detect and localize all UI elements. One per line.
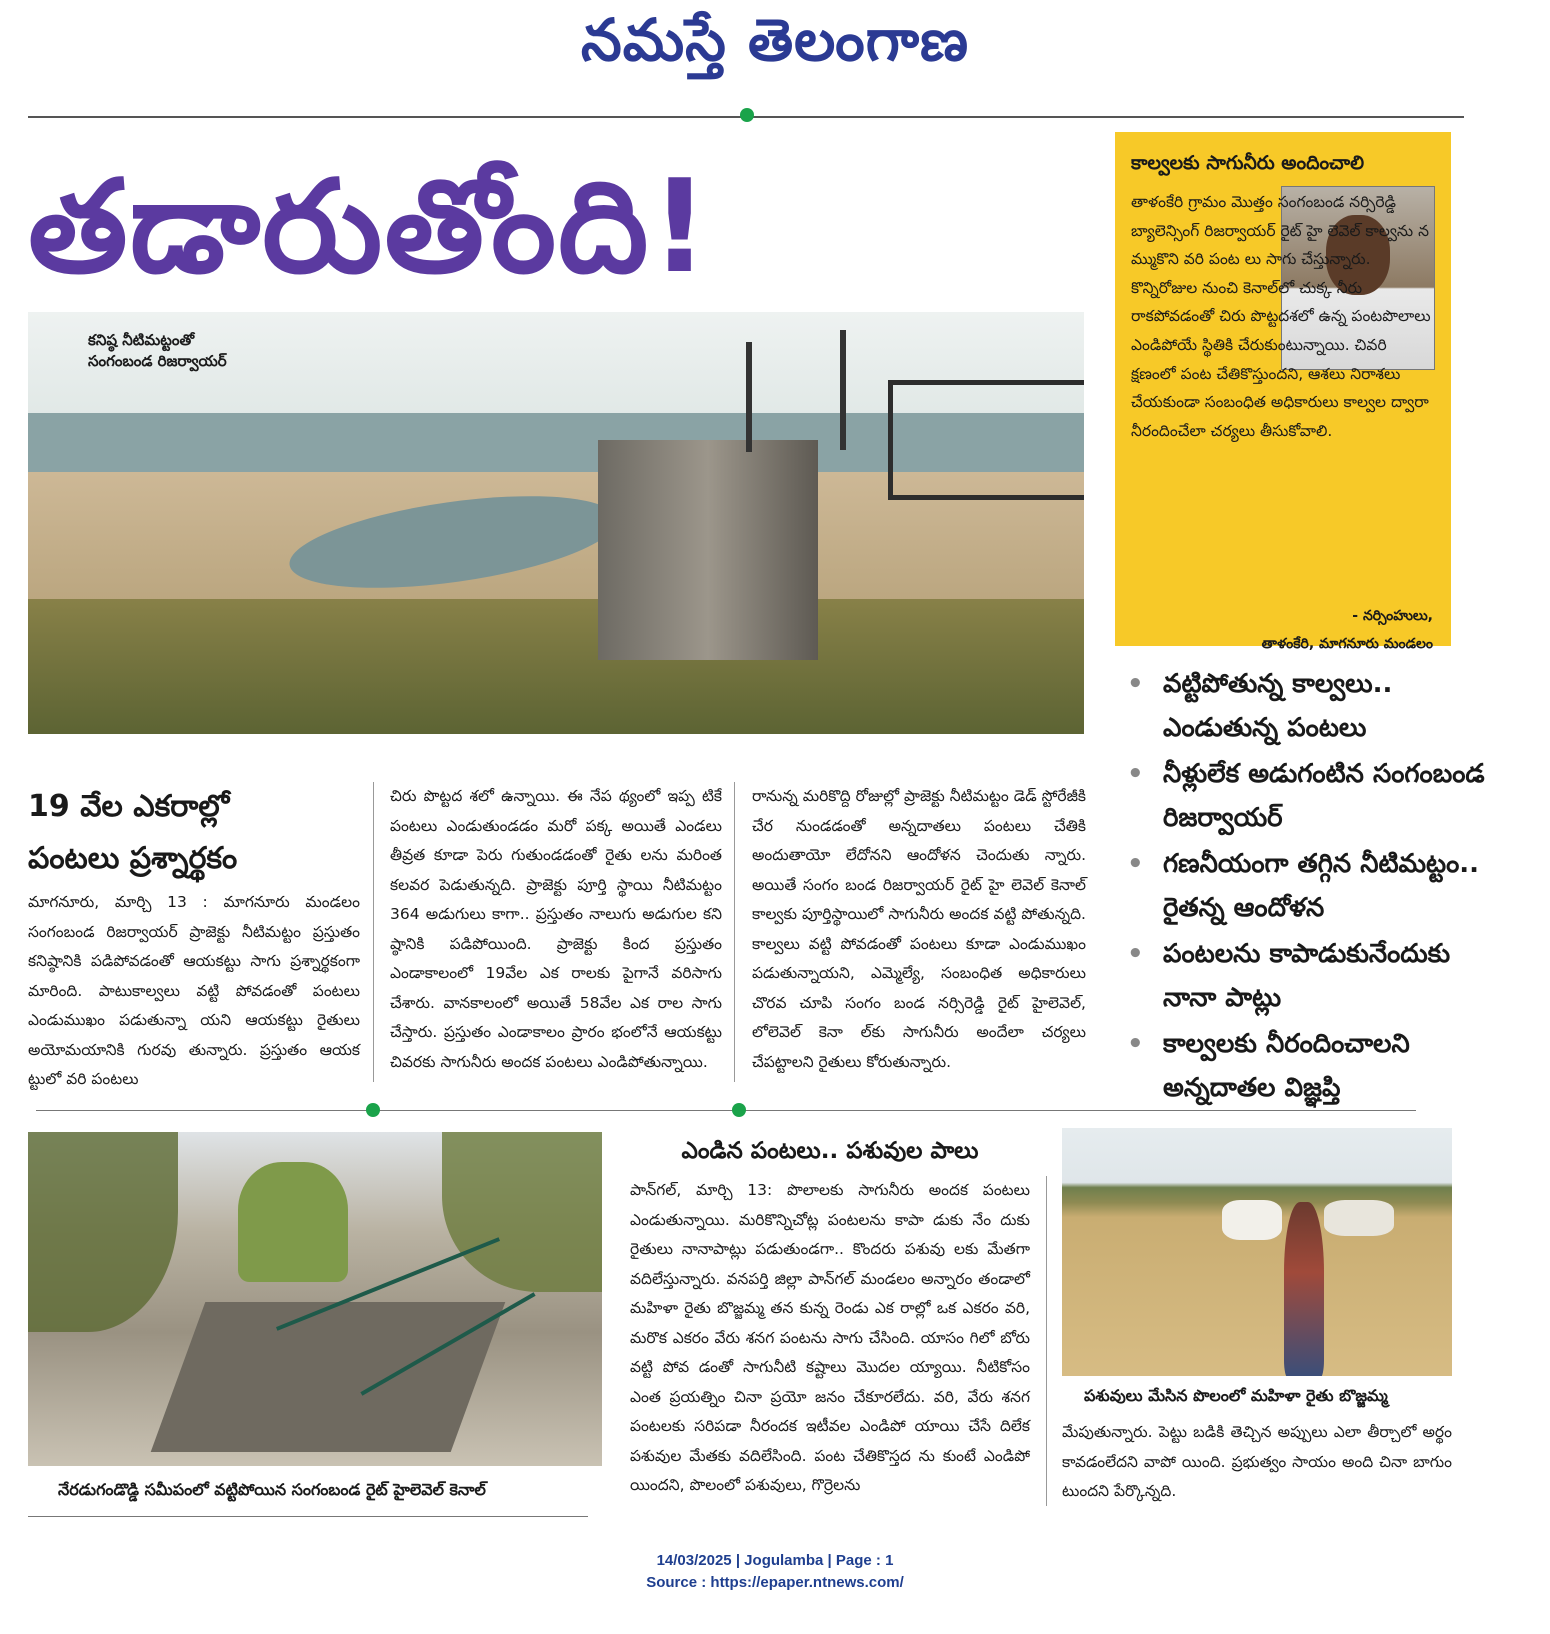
section-ornament-icon (740, 108, 754, 122)
caption-rule (28, 1516, 588, 1517)
column-rule (373, 782, 374, 1082)
farmer-photo-caption: పశువులు మేసిన పొలంలో మహిళా రైతు బొజ్జమ్మ (1084, 1386, 1388, 1405)
second-story-col1: పాన్‌గల్, మార్చి 13: పొలాలకు సాగునీరు అందక పంటలు ఎండుతున్నాయి. మరికొన్నిచోట్ల పంటలను కాపా డుకు నేం దుకు రైతులు నానాపాట్లు పడుతుండగా.. కొందరు పశువు లకు మేతగా వదిలేస్తున్నారు. వనపర్తి జిల్లా పాన్‌గల్ మండలం అన్నారం తండాలో మహిళా రైతు బొజ్జమ్మ తన కున్న రెండు ఎక రాల్లో ఒక ఎకరం వరి, మరొక ఎకరం వేరు శనగ పంటను సాగు చేసింది. యాసం గిలో బోరు వట్టి పోవ డంతో సాగునీటి కష్టాలు మొదల య్యాయి. నీటికోసం ఎంత ప్రయత్నిం చినా ప్రయో జనం చేకూరలేదు. వరి, వేరు శనగ పంటలకు సరిపడా నీరందక ఇటీవల ఎండిపో యాయి చేసే దిలేక పశువుల మేతకు వదిలేసింది. పంట చేతికొస్తద ను కుంటే ఎండిపో యిందని, పొలంలో పశువులు, గొర్రెలను (630, 1181, 1030, 1494)
main-story-col2: చిరు పొట్టద శలో ఉన్నాయి. ఈ నేప థ్యంలో ఇప్ప టికే పంటలు ఎండుతుండడం మరో పక్క అయితే ఎండలు తీవ్రత కూడా పెరు గుతుండడంతో రైతు లను మరింత కలవర పెడుతున్నది. ప్రాజెక్టు పూర్తి స్థాయి నీటిమట్టం 364 అడుగులు కాగా.. ప్రస్తుతం నాలుగు అడుగుల కని ష్ఠానికి పడిపోయింది. ప్రాజెక్టు కింద ప్రస్తుతం ఎండాకాలంలో 19వేల ఎక రాలకు పైగానే వరిసాగు చేశారు. వానకాలంలో అయితే 58వేల ఎక రాల సాగు చేస్తారు. ప్రస్తుతం ఎండాకాలం ప్రారం భంలోనే ఆయకట్టు చివరకు సాగునీరు అందక పంటలు ఎండిపోతున్నాయి. (390, 787, 722, 1071)
column-rule (734, 782, 735, 1082)
main-story-col1: మాగనూరు, మార్చి 13 : మాగనూరు మండలం సంగంబండ రిజర్వాయర్ ప్రాజెక్టు నీటిమట్టం ప్రస్తుతం కనిష్ఠానికి పడిపోవడంతో ఆయకట్టు సాగు ప్రశ్నార్థకంగా మారింది. పాటుకాల్వలు వట్టి పోవడంతో పంటలు ఎండుముఖం పడుతున్నా యని ఆయకట్టు రైతులు అయోమయానికి గురవు తున్నారు. ప్రస్తుతం ఆయక ట్టులో వరి పంటలు (28, 893, 360, 1088)
lower-section-rule (36, 1110, 1416, 1111)
main-story-col3: రానున్న మరికొద్ది రోజుల్లో ప్రాజెక్టు నీటిమట్టం డెడ్ స్టోరేజీకి చేర నుండడంతో అన్నదాతలు పంటలు చేతికి అందుతాయో లేదోనని ఆందోళన చెందుతు న్నారు. అయితే సంగం బండ రిజర్వాయర్ రైట్ హై లెవెల్ కెనాల్ కాల్వకు పూర్తిస్థాయిలో సాగునీరు అందక వట్టి పోతున్నది. కాల్వలు వట్టి పోవడంతో పంటలు కూడా ఎండుముఖం పడుతున్నాయని, ఎమ్మెల్యే, సంబంధిత అధికారులు చొరవ చూపి సంగం బండ నర్సిరెడ్డి రైట్ హైలెవెల్, లోలెవెల్ కెనా ల్‌కు సాగునీరు అందేలా చర్యలు చేపట్టాలని రైతులు కోరుతున్నారు. (752, 787, 1086, 1071)
highlight-bullets (1115, 662, 1495, 1112)
top-photo-caption-line2: సంగంబండ రిజర్వాయర్ (88, 352, 227, 370)
story-subhead-line2: పంటలు ప్రశ్నార్థకం (28, 841, 238, 876)
section-ornament-icon (366, 1103, 380, 1117)
woman-farmer-photo (1062, 1128, 1452, 1376)
section-ornament-icon (732, 1103, 746, 1117)
footer-date-line: 14/03/2025 | Jogulamba | Page : 1 (656, 1552, 894, 1569)
bullet-item: • నీళ్లులేక అడుగంటిన సంగంబండ రిజర్వాయర్ (1115, 752, 1495, 840)
canal-photo (28, 1132, 602, 1466)
canal-photo-caption: నేరడుగండొడ్డి సమీపంలో వట్టిపోయిన సంగంబండ రైట్ హైలెవెల్ కెనాల్ (58, 1480, 486, 1499)
column-rule (1046, 1176, 1047, 1506)
footer-source-line: Source : https://epaper.ntnews.com/ (646, 1574, 904, 1591)
top-photo-caption-line1: కనిష్ఠ నీటిమట్టంతో (88, 331, 195, 349)
story-subhead-line1: 19 వేల ఎకరాల్లో (28, 789, 230, 824)
bullet-item: • పంటలను కాపాడుకునేందుకు నానా పాట్లు (1115, 932, 1495, 1020)
bullet-item: • వట్టిపోతున్న కాల్వలు.. ఎండుతున్న పంటలు (1115, 662, 1495, 750)
bullet-item: • గణనీయంగా తగ్గిన నీటిమట్టం.. రైతన్న ఆందోళన (1115, 842, 1495, 930)
quote-text: తాళంకేరి గ్రామం మొత్తం సంగంబండ నర్సిరెడ్డి బ్యాలెన్సింగ్ రిజర్వాయర్ రైట్ హై లెవెల్ కాల్వను న మ్ముకొని వరి పంట లు సాగు చేస్తున్నారు. కొన్నిరోజుల నుంచి కెనాల్‌లో చుక్క నీరు రాకపోవడంతో చిరు పొట్టదశలో ఉన్న పంటపొలాలు ఎండిపోయే స్థితికి చేరుకుంటున్నాయి. చివరి క్షణంలో పంట చేతికొస్తుందని, ఆశలు నిరాశలు చేయకుండా సంబంధిత అధికారులు కాల్వల ద్వారా నీరందించేలా చర్యలు తీసుకోవాలి. (1131, 193, 1431, 440)
farmer-quote-box (1115, 132, 1451, 652)
reservoir-photo (28, 312, 1084, 734)
bullet-item: • కాల్వలకు నీరందించాలని అన్నదాతల విజ్ఞప్తి (1115, 1022, 1495, 1110)
quote-byline: - నర్సింహులు, తాళంకేరి, మాగనూరు మండలం (1261, 608, 1433, 652)
second-story-col2: మేపుతున్నారు. పెట్టు బడికి తెచ్చిన అప్పులు ఎలా తీర్చాలో అర్థం కావడంలేదని వాపో యింది. ప్రభుత్వం సాయం అంది చినా బాగుం టుందని పేర్కొన్నది. (1062, 1423, 1452, 1500)
masthead: నమస్తే తెలంగాణ (581, 6, 969, 74)
second-story-title: ఎండిన పంటలు.. పశువుల పాలు (681, 1138, 979, 1164)
quote-box-title: కాల్వలకు సాగునీరు అందించాలి (1131, 152, 1365, 174)
main-headline: తడారుతోంది! (28, 153, 711, 302)
